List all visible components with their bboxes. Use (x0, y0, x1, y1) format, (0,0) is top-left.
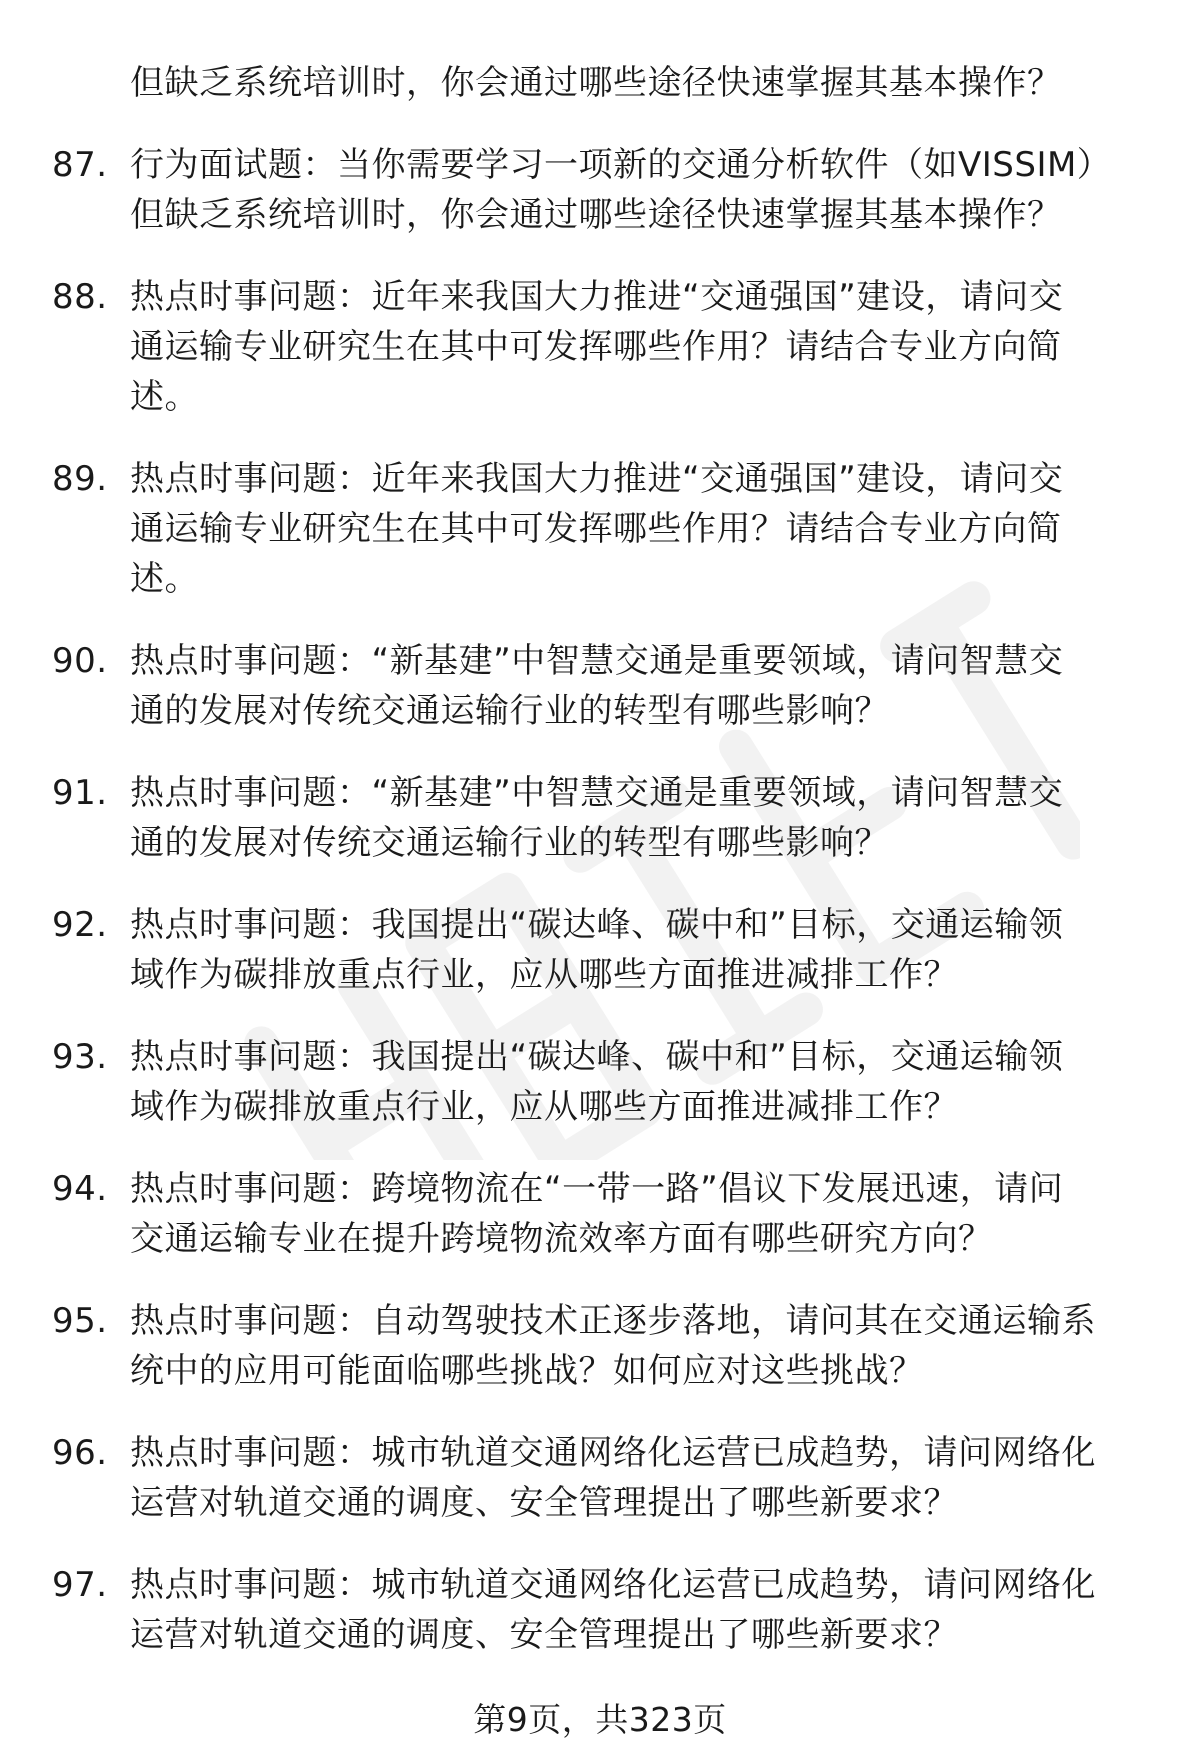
question-text-line: 通的发展对传统交通运输行业的转型有哪些影响？ (130, 691, 889, 731)
question-text-line: 行为面试题：当你需要学习一项新的交通分析软件（如VISSIM） (130, 145, 1112, 185)
question-text (130, 900, 1142, 1000)
question-text-line: 述。 (130, 559, 199, 599)
question-item (0, 900, 1200, 1000)
question-item (0, 1560, 1200, 1660)
continued-question-text: 但缺乏系统培训时，你会通过哪些途径快速掌握其基本操作？ (130, 63, 1062, 103)
question-text-line: 热点时事问题：近年来我国大力推进“交通强国”建设，请问交 (130, 277, 1064, 317)
question-text-line: 域作为碳排放重点行业，应从哪些方面推进减排工作？ (130, 955, 958, 995)
question-item (0, 636, 1200, 736)
question-item (0, 768, 1200, 868)
question-text-line: 热点时事问题：近年来我国大力推进“交通强国”建设，请问交 (130, 459, 1064, 499)
question-text (130, 768, 1142, 868)
question-text-line: 热点时事问题：自动驾驶技术正逐步落地，请问其在交通运输系 (130, 1301, 1096, 1341)
question-number: 91. (52, 773, 108, 813)
question-text (130, 1560, 1142, 1660)
question-text-line: 但缺乏系统培训时，你会通过哪些途径快速掌握其基本操作？ (130, 195, 1062, 235)
question-text-line: 域作为碳排放重点行业，应从哪些方面推进减排工作？ (130, 1087, 958, 1127)
question-item (0, 140, 1200, 240)
question-item (0, 1296, 1200, 1396)
question-text-line: 统中的应用可能面临哪些挑战？如何应对这些挑战？ (130, 1351, 924, 1391)
question-text (130, 1164, 1142, 1264)
question-list (0, 140, 1200, 1660)
question-text-line: 通的发展对传统交通运输行业的转型有哪些影响？ (130, 823, 889, 863)
question-text (130, 636, 1142, 736)
question-item (0, 454, 1200, 604)
question-text-line: 运营对轨道交通的调度、安全管理提出了哪些新要求？ (130, 1615, 958, 1655)
page-number-footer: 第9页，共323页 (473, 1700, 727, 1739)
question-text-line: 述。 (130, 377, 199, 417)
question-text-line: 热点时事问题：“新基建”中智慧交通是重要领域，请问智慧交 (130, 773, 1064, 813)
question-text-line: 运营对轨道交通的调度、安全管理提出了哪些新要求？ (130, 1483, 958, 1523)
question-text-line: 通运输专业研究生在其中可发挥哪些作用？请结合专业方向简 (130, 509, 1062, 549)
question-text-line: 热点时事问题：我国提出“碳达峰、碳中和”目标，交通运输领 (130, 1037, 1064, 1077)
question-number: 89. (52, 459, 108, 499)
question-item (0, 1032, 1200, 1132)
question-text (130, 1032, 1142, 1132)
question-item (0, 1428, 1200, 1528)
question-number: 92. (52, 905, 108, 945)
question-number: 90. (52, 641, 108, 681)
question-text-line: 通运输专业研究生在其中可发挥哪些作用？请结合专业方向简 (130, 327, 1062, 367)
question-text (130, 454, 1142, 604)
question-text-line: 热点时事问题：我国提出“碳达峰、碳中和”目标，交通运输领 (130, 905, 1064, 945)
question-number: 94. (52, 1169, 108, 1209)
question-item (0, 1164, 1200, 1264)
question-number: 97. (52, 1565, 108, 1605)
question-number: 87. (52, 145, 108, 185)
question-number: 96. (52, 1433, 108, 1473)
question-text (130, 272, 1142, 422)
question-text-line: 热点时事问题：城市轨道交通网络化运营已成趋势，请问网络化 (130, 1433, 1096, 1473)
question-number: 95. (52, 1301, 108, 1341)
question-text-line: 热点时事问题：城市轨道交通网络化运营已成趋势，请问网络化 (130, 1565, 1096, 1605)
question-text-line: 热点时事问题：跨境物流在“一带一路”倡议下发展迅速，请问 (130, 1169, 1064, 1209)
question-text-line: 热点时事问题：“新基建”中智慧交通是重要领域，请问智慧交 (130, 641, 1064, 681)
question-text (130, 1296, 1142, 1396)
question-text-line: 交通运输专业在提升跨境物流效率方面有哪些研究方向？ (130, 1219, 993, 1259)
question-number: 88. (52, 277, 108, 317)
question-text (130, 140, 1142, 240)
question-number: 93. (52, 1037, 108, 1077)
question-item (0, 272, 1200, 422)
question-text (130, 1428, 1142, 1528)
